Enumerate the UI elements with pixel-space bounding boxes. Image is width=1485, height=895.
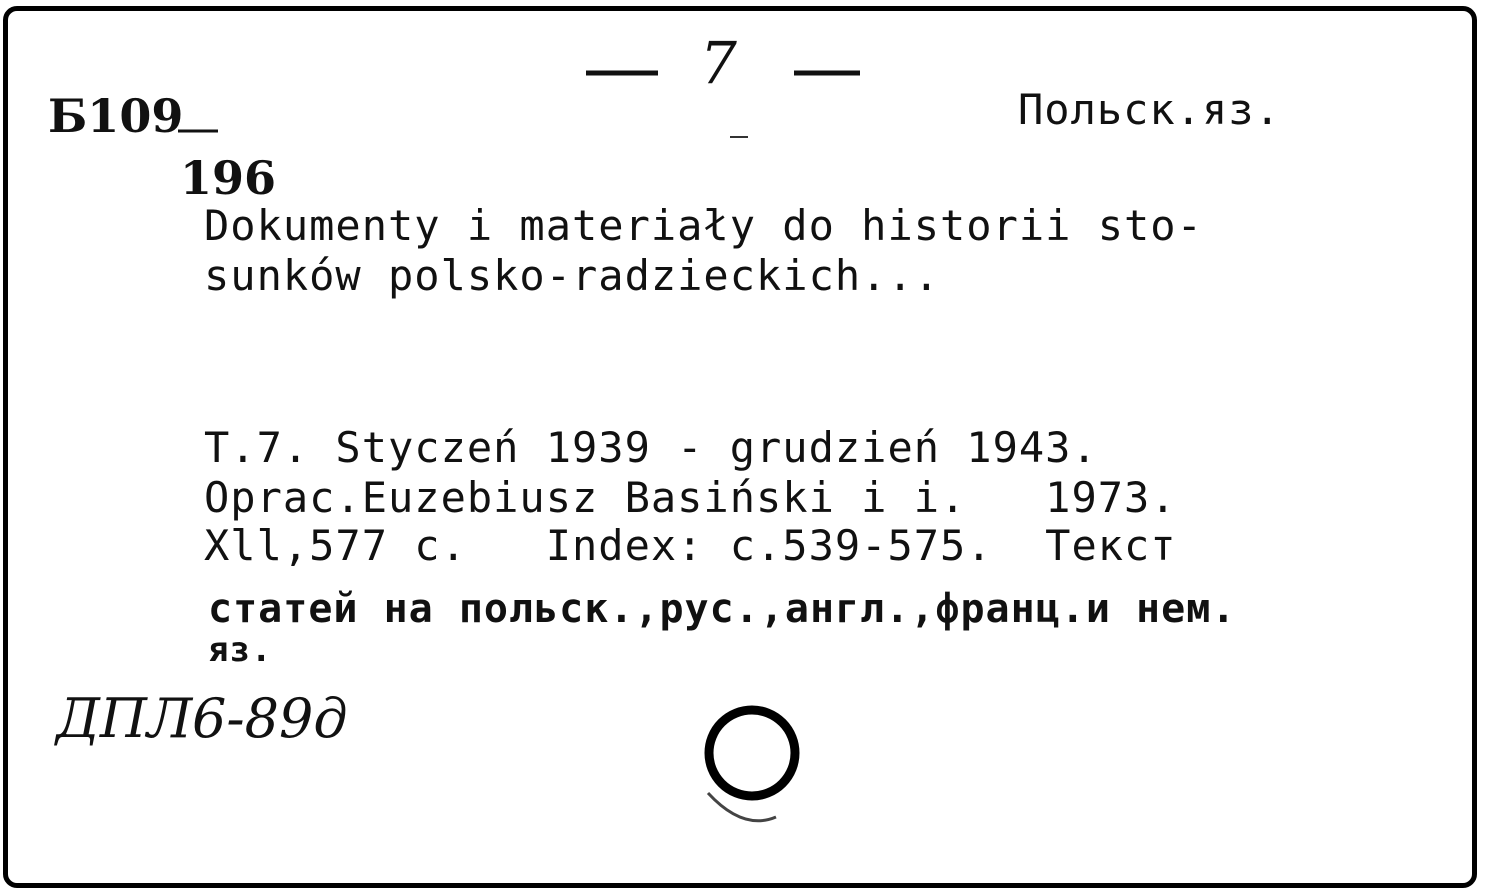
language-note: Польск.яз.: [1018, 85, 1281, 134]
punch-hole-circle: [709, 710, 795, 796]
details-line-1: T.7. Styczeń 1939 - grudzień 1943.: [204, 423, 1098, 472]
title-line-2: sunków polsko-radzieckich...: [204, 251, 941, 300]
shelf-mark-top: Б109: [48, 89, 184, 143]
page-number: 7: [700, 29, 737, 97]
shelf-mark-bottom: 196: [180, 151, 277, 205]
title-line-1: Dokumenty i materiały do historii sto-: [204, 201, 1203, 250]
note-line-2: яз.: [208, 630, 273, 670]
note-line-1: статей на польск.,рус.,англ.,франц.и нем.: [208, 586, 1237, 632]
catalog-card: [3, 6, 1477, 888]
details-line-2: Oprac.Euzebiusz Basiński i i. 1973.: [204, 473, 1177, 522]
handwritten-code: ДПЛ6-89д: [56, 687, 348, 750]
details-line-3: Xll,577 c. Index: c.539-575. Текст: [204, 521, 1177, 570]
